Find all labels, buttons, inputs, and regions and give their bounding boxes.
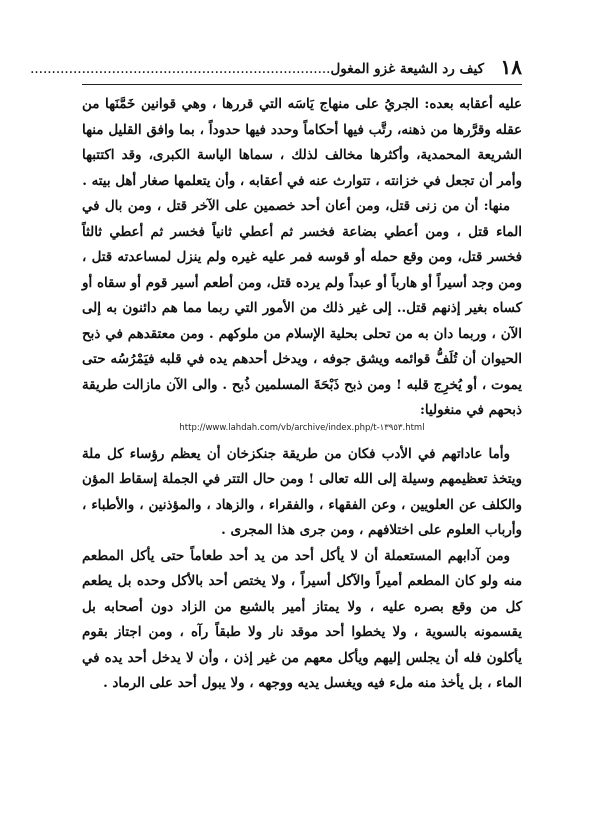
page-body	[82, 92, 522, 697]
paragraph-4: ومن آدابهم المستعملة أن لا يأكل أحد من يد أحد طعاماً حتى يأكل المطعم منه ولو كان المطعم أميراً والآكل أسيراً ، ولا يختص أحد بالأكل وحده بل يطعم كل من وقع بصره عليه ، ولا يمتاز أمير بالشبع من الزاد دون أصحابه بل يقسمونه بالسوية ، ولا يخطوا أحد موقد نار ولا طبقاً رآه ، ومن اجتاز بقوم يأكلون فله أن يجلس إليهم ويأكل معهم من غير إذن ، وأن لا يدخل أحد يده في الماء ، بل يأخذ منه ملء فيه ويغسل يديه ووجهه ، ولا يبول أحد على الرماد .	[82, 547, 522, 691]
paragraph-3: وأما عاداتهم في الأدب فكان من طريقة جنكزخان أن يعظم رؤساء كل ملة ويتخذ تعظيمهم وسيلة إلى الله تعالى ! ومن حال التتر في الجملة إسقاط المؤن والكلف عن العلويين ، وعن الفقهاء ، والفقراء ، والزهاد ، والمؤذنين ، والأطباء ، وأرباب العلوم على اختلافهم ، ومن جرى هذا المجرى .	[82, 445, 522, 538]
running-title	[30, 60, 484, 78]
page-header	[30, 54, 522, 85]
leader-dots: ......................................................................	[30, 61, 331, 77]
paragraph-2: منها: أن من زنى قتل، ومن أعان أحد خصمين على الآخر قتل ، ومن بال في الماء قتل ، ومن أعطي بضاعة فخسر ثم أعطي ثانياً فخسر ثم أعطي ثالثاً فخسر قتل، ومن وقع حمله أو قوسه فمر عليه غيره ولم ينزل لمساعدته قتل ، ومن وجد أسيراً أو هارباً أو عبداً ولم يرده قتل، ومن أطعم أسير قوم أو سقاه أو كساه بغير إذنهم قتل.. إلى غير ذلك من الأمور التي ربما مما هم دائنون به إلى الآن ، وربما دان به من تحلى بحلية الإسلام من ملوكهم . ومن معتقدهم في ذبح الحيوان أن تُلَفُّ قوائمه ويشق جوفه ، ويدخل أحدهم يده في قلبه فيَمْرُسُه حتى يموت ، أو يُخرِج قلبه ! ومن ذبح ذَبْحَةَ المسلمين ذُبح . والى الآن مازالت طريقة ذبحهم في منغوليا:	[82, 198, 522, 418]
paragraph-1: عليه أعقابه بعده: الجريُ على منهاج يَاسَه التي قررها ، وهي قوانين خَمَّنَها من عقله وقرَّرها من ذهنه، رتَّب فيها أحكاماً وحدد فيها حدوداً ، بما وافق القليل منها الشريعة المحمدية، وأكثرها مخالف لذلك ، سماها الياسة الكبرى، وقد اكتتبها وأمر أن تجعل في خزانته ، تتوارث عنه في أعقابه ، وأن يتعلمها صغار أهل بيته .	[82, 96, 522, 189]
running-title-text: كيف رد الشيعة غزو المغول	[330, 61, 484, 77]
source-url: http://www.lahdah.com/vb/archive/index.php/t-١٣٩٥٣.html	[179, 422, 425, 433]
page-number: ١٨	[500, 55, 522, 79]
